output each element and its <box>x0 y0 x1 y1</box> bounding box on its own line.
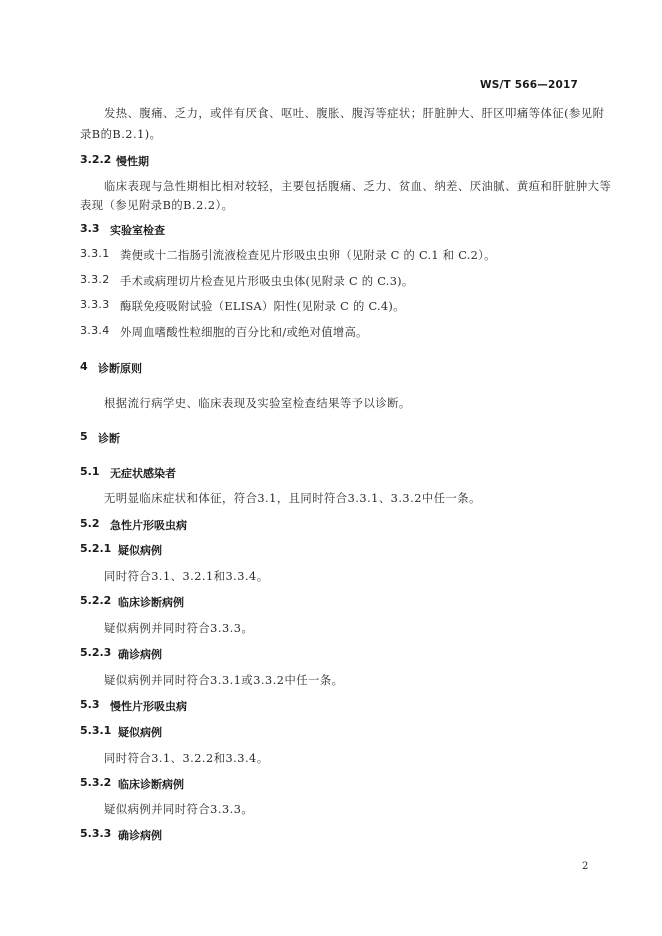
heading-number: 5.3.1 <box>80 724 112 737</box>
heading-5 <box>80 430 120 446</box>
heading-title: 实验室检查 <box>110 224 165 237</box>
heading-number: 5.3.2 <box>80 776 112 789</box>
heading-number: 4 <box>80 360 88 373</box>
heading-number: 5.2.1 <box>80 542 112 555</box>
item-text: 外周血嗜酸性粒细胞的百分比和/或绝对值增高。 <box>120 326 368 339</box>
paragraph-5-2-2: 疑似病例并同时符合3.3.3。 <box>104 622 254 635</box>
heading-5-3 <box>80 698 187 714</box>
item-3-3-2 <box>80 273 414 289</box>
paragraph-5-3-1: 同时符合3.1、3.2.2和3.3.4。 <box>104 752 269 765</box>
paragraph-4: 根据流行病学史、临床表现及实验室检查结果等予以诊断。 <box>104 397 411 410</box>
heading-number: 5.2 <box>80 517 100 530</box>
paragraph-5-3-2: 疑似病例并同时符合3.3.3。 <box>104 803 254 816</box>
heading-5-1 <box>80 465 176 481</box>
standard-code-header: WS/T 566—2017 <box>479 79 578 91</box>
heading-title: 慢性片形吸虫病 <box>110 700 187 713</box>
paragraph-3-2-2-line-1: 临床表现与急性期相比相对较轻，主要包括腹痛、乏力、贫血、纳差、厌油腻、黄疸和肝脏肿大等 <box>104 180 612 193</box>
item-text: 手术或病理切片检查见片形吸虫虫体(见附录 C 的 C.3)。 <box>120 275 414 288</box>
heading-5-2 <box>80 517 187 533</box>
heading-number: 5.1 <box>80 465 100 478</box>
heading-3-3 <box>80 222 165 238</box>
intro-line-2: 录B的B.2.1)。 <box>80 128 162 141</box>
heading-5-2-2 <box>80 594 184 610</box>
heading-5-3-1 <box>80 724 162 740</box>
heading-5-3-2 <box>80 776 184 792</box>
heading-title: 诊断 <box>98 432 120 445</box>
heading-5-2-3 <box>80 646 162 662</box>
heading-title: 疑似病例 <box>118 726 162 739</box>
intro-line-1: 发热、腹痛、乏力，或伴有厌食、呕吐、腹胀、腹泻等症状；肝脏肿大、肝区叩痛等体征(参见附 <box>104 107 605 120</box>
heading-title: 急性片形吸虫病 <box>110 519 187 532</box>
heading-title: 诊断原则 <box>98 362 142 375</box>
paragraph-5-2-3: 疑似病例并同时符合3.3.1或3.3.2中任一条。 <box>104 674 344 687</box>
page-number: 2 <box>582 861 589 872</box>
heading-number: 5 <box>80 430 88 443</box>
heading-title: 疑似病例 <box>118 544 162 557</box>
heading-title: 确诊病例 <box>118 829 162 842</box>
item-number: 3.3.2 <box>80 273 110 286</box>
heading-number: 5.2.3 <box>80 646 112 659</box>
heading-number: 5.3.3 <box>80 827 112 840</box>
heading-title: 确诊病例 <box>118 648 162 661</box>
paragraph-5-2-1: 同时符合3.1、3.2.1和3.3.4。 <box>104 570 269 583</box>
item-number: 3.3.1 <box>80 247 110 260</box>
heading-title: 临床诊断病例 <box>118 778 184 791</box>
heading-number: 3.2.2 <box>80 153 112 166</box>
heading-number: 5.3 <box>80 698 100 711</box>
heading-3-2-2 <box>80 153 149 169</box>
item-3-3-1 <box>80 247 496 263</box>
item-text: 粪便或十二指肠引流液检查见片形吸虫虫卵（见附录 C 的 C.1 和 C.2）。 <box>120 249 496 262</box>
item-number: 3.3.4 <box>80 324 110 337</box>
paragraph-3-2-2-line-2: 表现（参见附录B的B.2.2）。 <box>80 199 234 212</box>
heading-number: 3.3 <box>80 222 100 235</box>
heading-title: 慢性期 <box>116 155 149 168</box>
paragraph-5-1: 无明显临床症状和体征，符合3.1，且同时符合3.3.1、3.3.2中任一条。 <box>104 492 481 505</box>
heading-number: 5.2.2 <box>80 594 112 607</box>
heading-title: 无症状感染者 <box>110 467 176 480</box>
heading-title: 临床诊断病例 <box>118 596 184 609</box>
heading-5-3-3 <box>80 827 162 843</box>
item-3-3-3 <box>80 298 405 314</box>
heading-5-2-1 <box>80 542 162 558</box>
item-number: 3.3.3 <box>80 298 110 311</box>
item-text: 酶联免疫吸附试验（ELISA）阳性(见附录 C 的 C.4)。 <box>120 300 405 313</box>
item-3-3-4 <box>80 324 368 340</box>
heading-4 <box>80 360 142 376</box>
